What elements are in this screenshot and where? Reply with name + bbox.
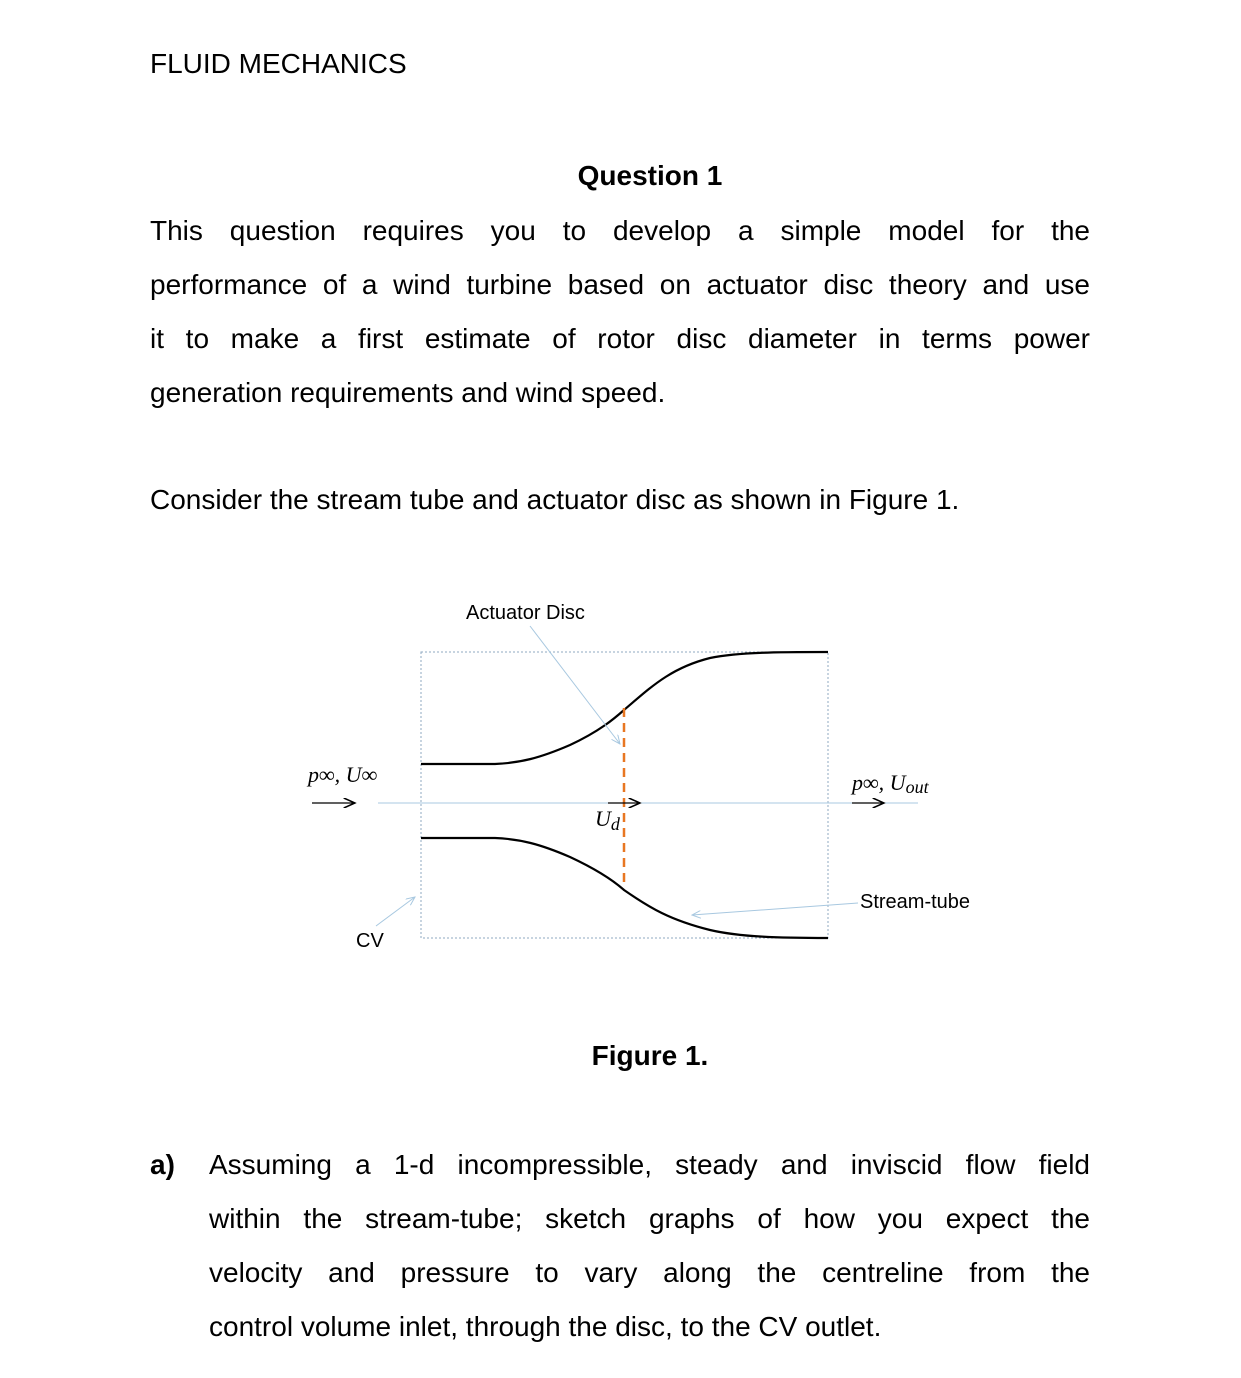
disc-velocity-label: Ud — [595, 806, 620, 834]
part-a-line: within the stream-tube; sketch graphs of how you expect the — [209, 1203, 1090, 1234]
part-a-label: a) — [150, 1149, 175, 1180]
cv-label: CV — [356, 930, 384, 952]
outlet-label: p∞, Uout — [852, 770, 929, 797]
intro-line: generation requirements and wind speed. — [150, 377, 666, 408]
consider-text: Consider the stream tube and actuator disc as shown in Figure 1. — [150, 484, 960, 515]
intro-line: This question requires you to develop a simple model for the — [150, 215, 1090, 246]
part-a-text — [209, 1138, 1090, 1354]
stream-tube-label: Stream-tube — [860, 891, 971, 913]
stream-tube-lower — [421, 838, 828, 938]
figure-caption: Figure 1. — [591, 1040, 709, 1071]
part-a-line: Assuming a 1-d incompressible, steady and inviscid flow field — [209, 1149, 1090, 1180]
part-a-line: velocity and pressure to vary along the centreline from the — [209, 1257, 1090, 1288]
question-title: Question 1 — [577, 160, 723, 191]
stream-tube-leader — [692, 903, 858, 915]
inlet-label: p∞, U∞ — [308, 762, 378, 787]
intro-line: performance of a wind turbine based on actuator disc theory and use — [150, 269, 1090, 300]
part-a-line: control volume inlet, through the disc, to the CV outlet. — [209, 1311, 882, 1342]
actuator-disc-label: Actuator Disc — [466, 602, 585, 624]
actuator-disc-leader — [530, 626, 620, 744]
control-volume-box — [421, 652, 828, 938]
intro-line: it to make a first estimate of rotor disc diameter in terms power — [150, 323, 1090, 354]
document-header: FLUID MECHANICS — [150, 48, 407, 79]
cv-leader — [376, 897, 415, 926]
